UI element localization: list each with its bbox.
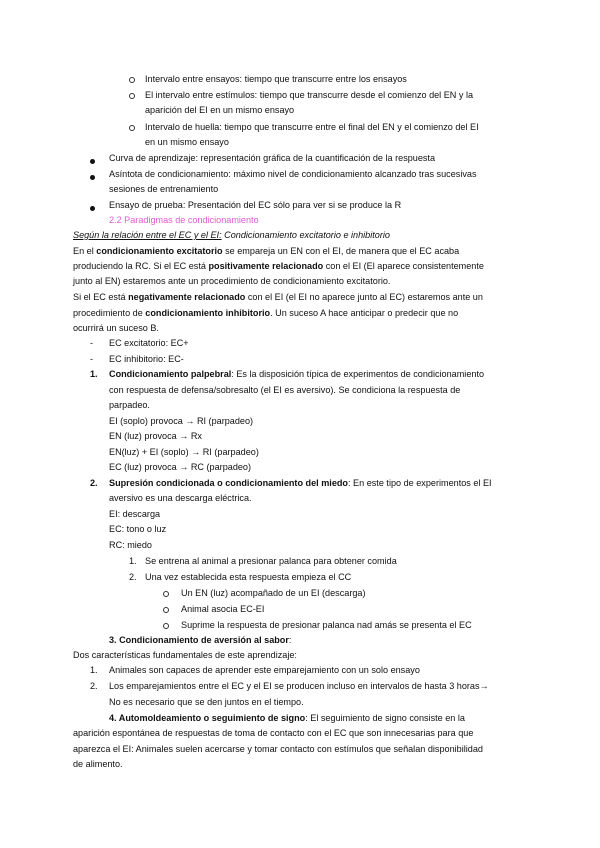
disc-bullet-icon [90,202,95,214]
paragraph-line: 4. Automoldeamiento o seguimiento de signo: El seguimiento de signo consiste en la [109,713,465,723]
subheading [73,229,390,241]
feature-number: 2. [90,681,98,691]
bullet-line: Ensayo de prueba: Presentación del EC sólo para ver si se produce la R [109,200,402,210]
circle-bullet-icon [163,604,169,616]
paragraph-line: ocurrirá un suceso B. [73,323,159,333]
feature-line: Animales son capaces de aprender este emparejamiento con un solo ensayo [109,665,420,675]
sub-item: Se entrena al animal a presionar palanca para obtener comida [145,556,397,566]
item-line: EC: tono o luz [109,524,167,534]
paragraph-line: aparición espontánea de respuestas de toma de contacto con el EC que son innecesarias para que [73,728,474,738]
paragraph-line: produciendo la RC. Si el EC está positivamente relacionado con el EI (El aparece consistentemente [73,261,484,271]
item-line: con respuesta de defensa/sobresalto (el EI es aversivo). Se condiciona la respuesta de [109,385,461,395]
sub-item: Una vez establecida esta respuesta empieza el CC [145,572,352,582]
circle-bullet-icon [129,90,135,102]
circle-bullet-icon [129,122,135,134]
bullet-line: Curva de aprendizaje: representación gráfica de la cuantificación de la respuesta [109,153,436,163]
item-line: EC (luz) provoca → RC (parpadeo) [109,462,252,472]
interval-line: en un mismo ensayo [145,137,229,147]
sub-item-number: 2. [129,572,137,582]
paragraph-line: En el condicionamiento excitatorio se empareja un EN con el EI, de manera que el EC acaba [73,246,460,256]
dash-bullet-icon: - [90,354,94,364]
dash-item: EC inhibitorio: EC- [109,354,184,364]
item-number: 2. [90,478,98,488]
item-number: 1. [90,369,98,379]
feature-line: Los emparejamientos entre el EC y el EI se producen incluso en intervalos de hasta 3 horas→ [109,681,489,691]
item-line: Supresión condicionada o condicionamiento del miedo: En este tipo de experimentos el EI [109,478,492,488]
item-line: RC: miedo [109,540,152,550]
section-heading: 2.2 Paradigmas de condicionamiento [109,215,259,225]
item-line: aversivo es una descarga eléctrica. [109,493,252,503]
paragraph-line: procedimiento de condicionamiento inhibitorio. Un suceso A hace anticipar o predecir que no [73,308,459,318]
interval-line: Intervalo entre ensayos: tiempo que transcurre entre los ensayos [145,74,407,84]
circle-bullet-icon [129,74,135,86]
interval-line: Intervalo de huella: tiempo que transcurre entre el final del EN y el comienzo del EI [145,122,479,132]
item-line: EI: descarga [109,509,161,519]
paragraph-line: junto al EN) estaremos ante un procedimiento de condicionamiento excitatorio. [73,276,391,286]
subheading-rest: Condicionamiento excitatorio e inhibitorio [221,230,390,240]
feature-number: 1. [90,665,98,675]
paragraph-line: Si el EC está negativamente relacionado con el EI (el EI no aparece junto al EC) estaremos ante un [73,292,483,302]
circle-item: Animal asocia EC-EI [181,604,265,614]
circle-bullet-icon [163,588,169,600]
item-line: EN (luz) provoca → Rx [109,431,202,441]
bullet-line: sesiones de entrenamiento [109,184,219,194]
circle-item: Un EN (luz) acompañado de un EI (descarga) [181,588,366,598]
sub-item-number: 1. [129,556,137,566]
item-heading: 3. Condicionamiento de aversión al sabor: [109,635,292,645]
circle-item: Suprime la respuesta de presionar palanca nad amás se presenta el EC [181,620,472,630]
subheading-underlined: Según la relación entre el EC y el EI: [73,230,222,240]
disc-bullet-icon [90,171,95,183]
disc-bullet-icon [90,155,95,167]
paragraph-line: Dos características fundamentales de este aprendizaje: [73,650,297,660]
circle-bullet-icon [163,620,169,632]
item-line: parpadeo. [109,400,150,410]
item-line: EN(luz) + EI (soplo) → RI (parpadeo) [109,447,259,457]
interval-line: aparición del EI en un mismo ensayo [145,105,295,115]
bullet-line: Asíntota de condicionamiento: máximo nivel de condicionamiento alcanzado tras sucesivas [109,169,477,179]
item-line: Condicionamiento palpebral: Es la disposición típica de experimentos de condicionamiento [109,369,485,379]
paragraph-line: de alimento. [73,759,123,769]
dash-item: EC excitatorio: EC+ [109,338,189,348]
dash-bullet-icon: - [90,338,94,348]
interval-line: El intervalo entre estímulos: tiempo que transcurre desde el comienzo del EN y la [145,90,474,100]
item-line: EI (soplo) provoca → RI (parpadeo) [109,416,254,426]
feature-line: No es necesario que se den juntos en el tiempo. [109,697,304,707]
paragraph-line: aparezca el EI: Animales suelen acercarse y tomar contacto con estímulos que señalan disponibilidad [73,744,483,754]
